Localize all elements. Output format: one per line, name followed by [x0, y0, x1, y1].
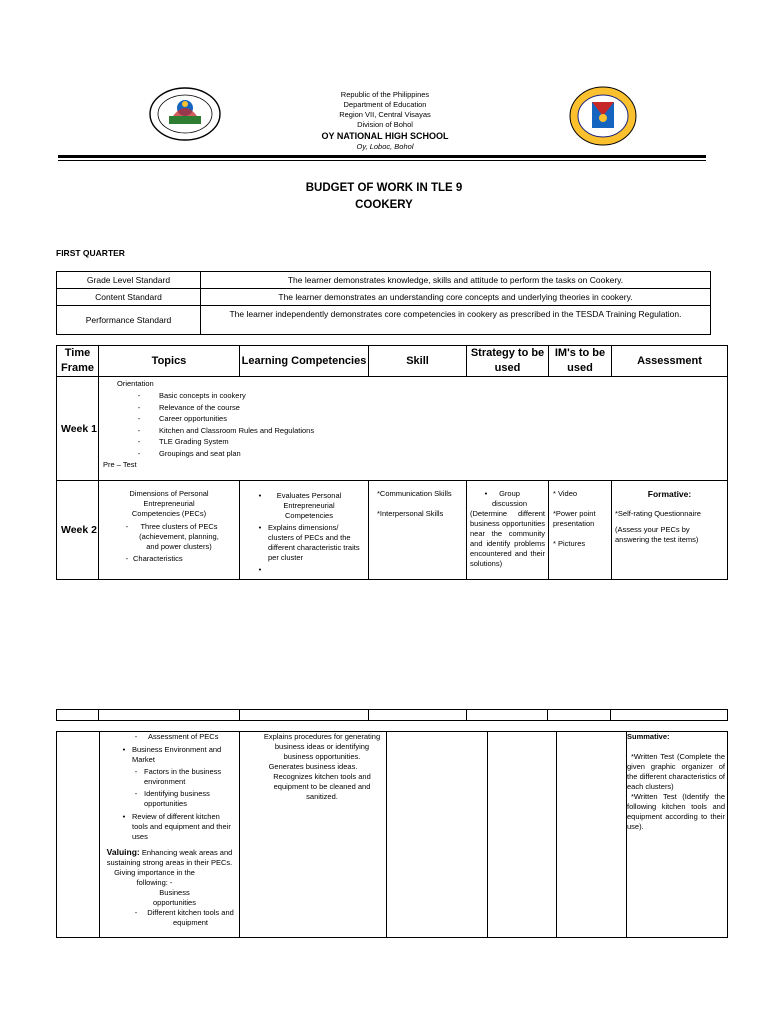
header-competencies: Learning Competencies	[240, 346, 369, 377]
standard-text: The learner demonstrates knowledge, skills and attitude to perform the tasks on Cookery.	[201, 272, 711, 289]
dash-bullet-icon: -	[125, 522, 129, 531]
dash-bullet-icon: -	[134, 732, 138, 741]
table-row	[57, 710, 728, 721]
list-item: Generates business ideas.	[268, 762, 358, 771]
standard-label: Content Standard	[57, 289, 201, 306]
table-row	[57, 272, 711, 289]
week2-assessment	[612, 481, 728, 580]
box-bullet-icon	[250, 772, 262, 802]
empty-cell	[387, 732, 488, 938]
topic-title: Dimensions of Personal Entrepreneurial Competencies (PECs)	[129, 489, 209, 518]
assessment-item: *Written Test (Complete the given graphic organizer of the different characteristics of each clusters)	[627, 752, 725, 791]
valuing-block	[102, 847, 237, 868]
empty-cell	[488, 732, 557, 938]
week2-strategy	[467, 481, 549, 580]
week-label: Week 1	[57, 377, 99, 481]
header-line: Department of Education	[343, 100, 427, 109]
standard-text: The learner independently demonstrates core competencies in cookery as prescribed in the TESDA Training Regulation.	[201, 306, 711, 335]
school-address: Oy, Loboc, Bohol	[356, 142, 414, 151]
list-item: Assessment of PECs	[148, 732, 219, 741]
assessment-item: (Assess your PECs by answering the test items)	[615, 525, 699, 544]
dash-bullet-icon: -	[137, 414, 141, 423]
standards-table	[56, 271, 711, 335]
header-line: Division of Bohol	[357, 120, 413, 129]
cont-assessment	[627, 732, 728, 938]
assessment-title: Formative:	[647, 489, 692, 499]
list-item: Relevance of the course	[159, 402, 240, 412]
giving-text: Giving importance in the following: -	[114, 868, 195, 887]
assessment-item: *Self-rating Questionnaire	[615, 509, 701, 518]
list-item: Kitchen and Classroom Rules and Regulations	[159, 425, 315, 435]
dash-bullet-icon: -	[137, 402, 141, 412]
header-line: Region VII, Central Visayas	[339, 110, 431, 119]
header-ims: IM's to be used	[549, 346, 612, 377]
deped-seal-logo	[568, 85, 638, 147]
strategy-text: (Determine different business opportunities near the community and identify problems encountered and their solutions)	[470, 509, 546, 568]
im-item: *Power point presentation	[553, 509, 596, 528]
separator-table	[56, 709, 728, 721]
list-item: Review of different kitchen tools and equipment and their uses	[132, 812, 231, 841]
quarter-label: FIRST QUARTER	[56, 248, 125, 258]
list-item: Three clusters of PECs (achievement, planning, and power clusters)	[139, 522, 219, 551]
list-item: Characteristics	[133, 554, 183, 563]
dash-bullet-icon: -	[137, 448, 141, 458]
list-item: Business Environment and Market	[132, 745, 222, 764]
continuation-table	[56, 731, 728, 938]
standard-text: The learner demonstrates an understanding core concepts and underlying theories in cookery.	[201, 289, 711, 306]
round-bullet-icon: •	[258, 491, 262, 500]
school-seal-logo	[148, 86, 222, 142]
standard-label: Performance Standard	[57, 306, 201, 335]
dash-bullet-icon: -	[137, 425, 141, 435]
skill-item: *Interpersonal Skills	[377, 509, 444, 518]
header-line: Republic of the Philippines	[340, 90, 430, 99]
budget-of-work-table	[56, 345, 728, 580]
assessment-title: Summative:	[627, 732, 670, 741]
list-item: Explains dimensions/ clusters of PECs and the different characteristic traits per cluster	[268, 523, 360, 562]
week-label: Week 2	[57, 481, 99, 580]
table-row-week1	[57, 377, 728, 481]
table-row-continuation	[57, 732, 728, 938]
dash-bullet-icon: -	[125, 554, 129, 563]
header-topics: Topics	[99, 346, 240, 377]
cont-topics	[100, 732, 240, 938]
standard-label: Grade Level Standard	[57, 272, 201, 289]
table-row-week2	[57, 481, 728, 580]
dash-bullet-icon: -	[134, 908, 138, 917]
list-item: Identifying business opportunities	[144, 789, 210, 808]
dash-bullet-icon: -	[137, 437, 141, 446]
list-item: Basic concepts in cookery	[159, 391, 246, 400]
week2-skills	[369, 481, 467, 580]
round-bullet-icon: •	[258, 565, 262, 574]
week2-competencies	[240, 481, 369, 580]
school-name: OY NATIONAL HIGH SCHOOL	[321, 131, 449, 141]
week1-content	[99, 377, 728, 481]
list-item: Factors in the business environment	[144, 767, 222, 786]
dash-bullet-icon: -	[134, 789, 138, 798]
im-item: * Video	[553, 489, 578, 498]
list-item: Evaluates Personal Entrepreneurial Competencies	[276, 491, 342, 520]
list-item: Career opportunities	[159, 414, 227, 423]
header-row	[57, 346, 728, 377]
header-time-frame: Time Frame	[57, 346, 99, 377]
im-item: * Pictures	[553, 539, 586, 548]
header-strategy: Strategy to be used	[467, 346, 549, 377]
header-block	[250, 90, 520, 152]
box-bullet-icon	[250, 732, 262, 762]
list-item: Different kitchen tools and equipment	[147, 908, 234, 927]
table-row	[57, 306, 711, 335]
empty-cell	[557, 732, 627, 938]
round-bullet-icon: •	[484, 489, 488, 498]
week2-ims	[549, 481, 612, 580]
list-item: Explains procedures for generating business ideas or identifying business opportunities.	[263, 732, 381, 761]
round-bullet-icon: •	[122, 745, 126, 754]
header-rule-thin	[58, 160, 706, 161]
assessment-item: *Written Test (Identify the following kitchen tools and equipment according to their use).	[627, 792, 725, 831]
list-item: Pre – Test	[103, 460, 137, 469]
strategy-item: Group discussion	[492, 489, 528, 508]
round-bullet-icon: •	[122, 812, 126, 821]
header-assessment: Assessment	[612, 346, 728, 377]
dash-bullet-icon: -	[134, 767, 138, 776]
empty-cell	[57, 732, 100, 938]
dash-bullet-icon: -	[137, 391, 141, 400]
page-title: BUDGET OF WORK IN TLE 9	[305, 182, 463, 194]
header-skill: Skill	[369, 346, 467, 377]
week2-topics	[99, 481, 240, 580]
valuing-text: Enhancing weak areas and sustaining strong areas in their PECs.	[106, 848, 233, 867]
valuing-label: Valuing:	[106, 847, 140, 857]
table-row	[57, 289, 711, 306]
page-subtitle: COOKERY	[355, 199, 413, 211]
round-bullet-icon: •	[258, 523, 262, 532]
list-item: Business opportunities	[153, 888, 196, 907]
list-item: Recognizes kitchen tools and equipment to be cleaned and sanitized.	[273, 772, 371, 801]
list-item: Orientation	[117, 379, 154, 388]
list-item: TLE Grading System	[159, 437, 229, 446]
list-item: Groupings and seat plan	[159, 448, 241, 458]
skill-item: *Communication Skills	[377, 489, 452, 498]
cont-competencies	[240, 732, 387, 938]
header-rule-thick	[58, 155, 706, 158]
